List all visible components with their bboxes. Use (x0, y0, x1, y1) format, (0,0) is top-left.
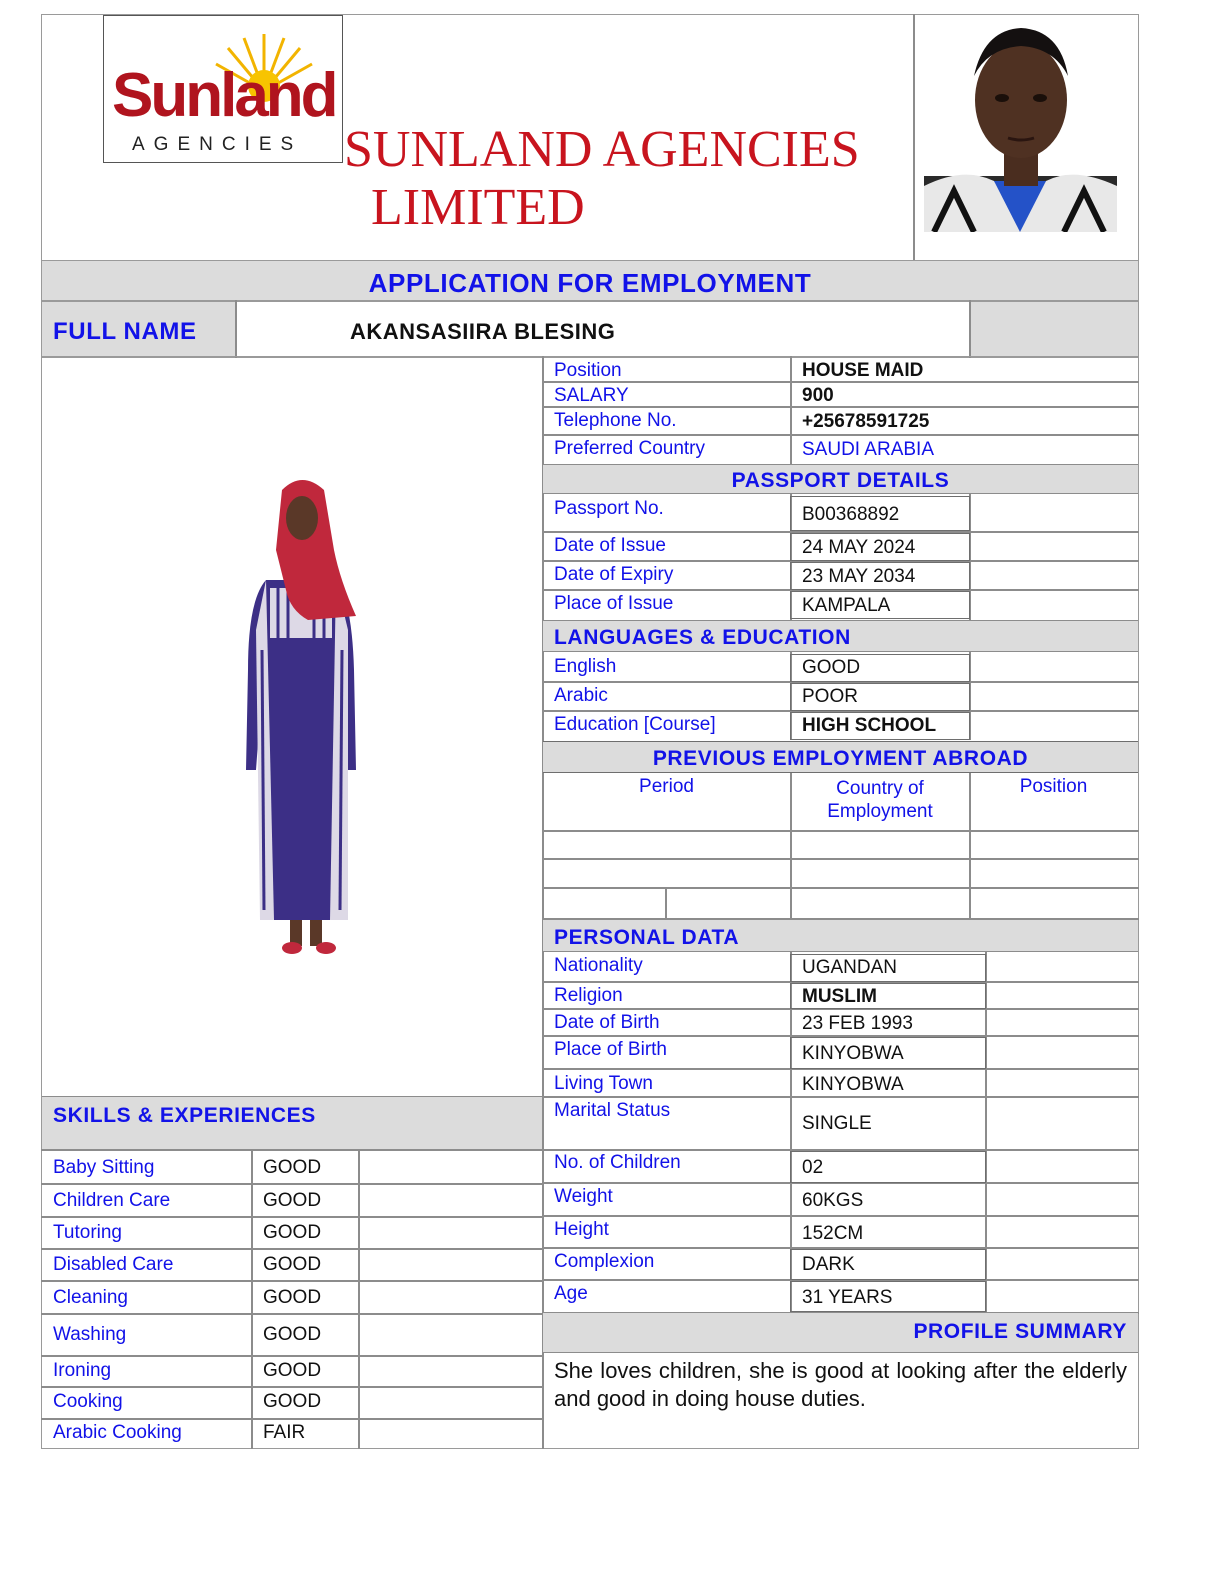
languages-header: LANGUAGES & EDUCATION (554, 626, 851, 649)
place-of-birth-value: KINYOBWA (802, 1043, 904, 1064)
age-value: 31 YEARS (802, 1287, 893, 1308)
preferred-country-value: SAUDI ARABIA (802, 439, 934, 460)
skill-disabled-care-label: Disabled Care (53, 1254, 174, 1275)
form-title: APPLICATION FOR EMPLOYMENT (368, 268, 812, 298)
prev-period-header: Period (639, 776, 694, 797)
marital-status-value: SINGLE (802, 1113, 872, 1134)
date-of-expiry-label: Date of Expiry (554, 564, 674, 585)
personal-header: PERSONAL DATA (554, 926, 740, 949)
weight-label: Weight (554, 1186, 613, 1207)
date-of-birth-label: Date of Birth (554, 1012, 660, 1033)
applicant-full-photo (230, 470, 370, 960)
full-name-label: FULL NAME (53, 318, 197, 345)
english-value: GOOD (802, 657, 861, 678)
previous-employment-header: PREVIOUS EMPLOYMENT ABROAD (652, 747, 1029, 770)
complexion-value: DARK (802, 1254, 855, 1275)
arabic-label: Arabic (554, 685, 608, 706)
skill-baby-sitting-value: GOOD (263, 1157, 322, 1178)
nationality-value: UGANDAN (802, 957, 898, 978)
skill-disabled-care-value: GOOD (263, 1254, 322, 1275)
education-value: HIGH SCHOOL (802, 715, 937, 736)
prev-position-header: Position (1019, 776, 1088, 797)
skill-cleaning-label: Cleaning (53, 1287, 128, 1308)
skill-cleaning-value: GOOD (263, 1287, 322, 1308)
children-value: 02 (802, 1157, 824, 1178)
prev-country-header: Country of Employment (827, 778, 933, 822)
skill-washing-label: Washing (53, 1324, 127, 1345)
preferred-country-label: Preferred Country (554, 438, 706, 459)
education-label: Education [Course] (554, 714, 716, 735)
living-town-label: Living Town (554, 1073, 653, 1094)
weight-value: 60KGS (802, 1190, 864, 1211)
skill-arabic-cooking-label: Arabic Cooking (53, 1422, 182, 1443)
company-name-line2: LIMITED (371, 179, 585, 236)
date-of-issue-value: 24 MAY 2024 (802, 537, 916, 558)
living-town-value: KINYOBWA (802, 1074, 904, 1095)
skill-cooking-value: GOOD (263, 1391, 322, 1412)
position-label: Position (554, 360, 622, 381)
passport-no-label: Passport No. (554, 498, 664, 519)
logo-subtext: AGENCIES (132, 134, 303, 155)
salary-value: 900 (802, 385, 834, 406)
place-of-birth-label: Place of Birth (554, 1039, 667, 1060)
skill-tutoring-label: Tutoring (53, 1222, 122, 1243)
english-label: English (554, 656, 617, 677)
applicant-headshot (924, 16, 1117, 232)
telephone-label: Telephone No. (554, 410, 677, 431)
position-value: HOUSE MAID (802, 360, 924, 381)
salary-label: SALARY (554, 385, 629, 406)
skill-ironing-value: GOOD (263, 1360, 322, 1381)
skill-arabic-cooking-value: FAIR (263, 1422, 306, 1443)
complexion-label: Complexion (554, 1251, 655, 1272)
height-label: Height (554, 1219, 609, 1240)
skill-washing-value: GOOD (263, 1324, 322, 1345)
passport-header: PASSPORT DETAILS (731, 469, 950, 492)
skill-baby-sitting-label: Baby Sitting (53, 1157, 155, 1178)
marital-status-label: Marital Status (554, 1100, 671, 1121)
nationality-label: Nationality (554, 955, 643, 976)
date-of-issue-label: Date of Issue (554, 535, 666, 556)
telephone-value: +25678591725 (802, 411, 930, 432)
skill-cooking-label: Cooking (53, 1391, 123, 1412)
skills-header: SKILLS & EXPERIENCES (53, 1104, 316, 1127)
logo-text: Sunland (112, 61, 336, 130)
company-logo (103, 15, 343, 163)
height-value: 152CM (802, 1223, 864, 1244)
date-of-birth-value: 23 FEB 1993 (802, 1013, 913, 1034)
profile-text: She loves children, she is good at looking after the elderly and good in doing house duties. (554, 1358, 1127, 1411)
skill-ironing-label: Ironing (53, 1360, 112, 1381)
religion-label: Religion (554, 985, 623, 1006)
skill-children-care-label: Children Care (53, 1190, 171, 1211)
place-of-issue-value: KAMPALA (802, 595, 891, 616)
skill-tutoring-value: GOOD (263, 1222, 322, 1243)
date-of-expiry-value: 23 MAY 2034 (802, 566, 916, 587)
religion-value: MUSLIM (802, 986, 877, 1007)
skill-children-care-value: GOOD (263, 1190, 322, 1211)
place-of-issue-label: Place of Issue (554, 593, 674, 614)
passport-no-value: B00368892 (802, 504, 900, 525)
age-label: Age (554, 1283, 588, 1304)
company-name-line1: SUNLAND AGENCIES (344, 121, 860, 178)
children-label: No. of Children (554, 1152, 681, 1173)
profile-header: PROFILE SUMMARY (913, 1320, 1127, 1343)
arabic-value: POOR (802, 686, 858, 707)
full-name-value: AKANSASIIRA BLESING (350, 319, 616, 344)
